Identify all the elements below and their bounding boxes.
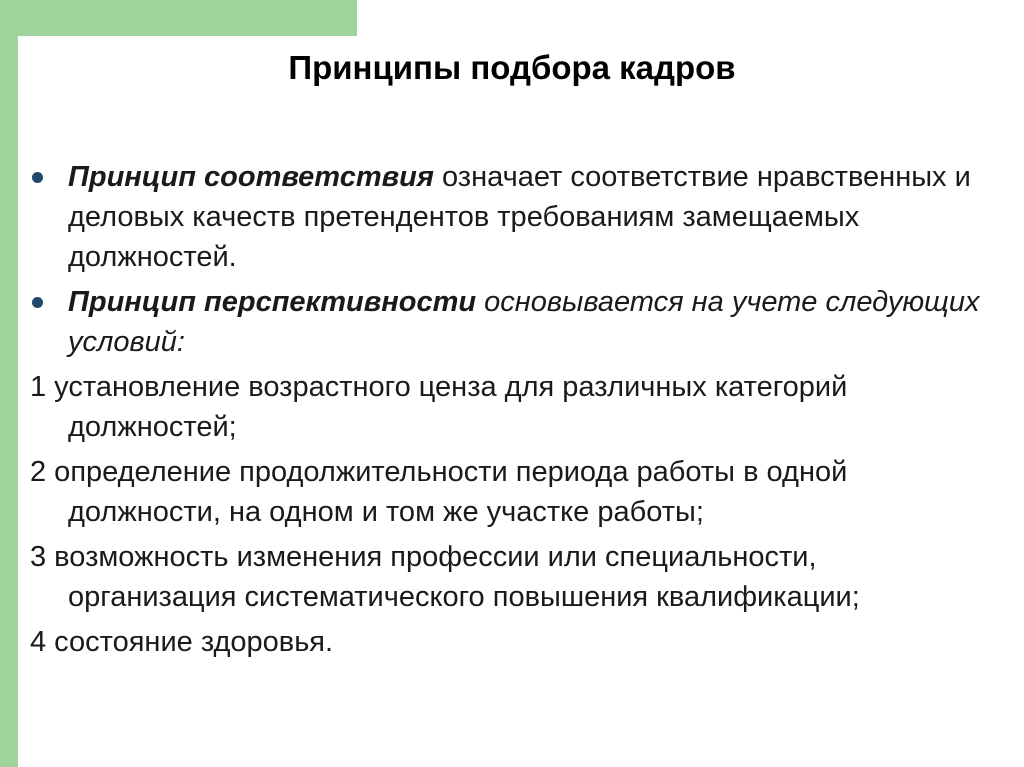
- bullet-dot-icon: [32, 172, 43, 183]
- condition-item-1: 1 установление возрастного ценза для различных категорий должностей;: [30, 371, 848, 443]
- accent-bar-left: [0, 0, 18, 767]
- accent-bar-top: [0, 0, 357, 36]
- principle-term: Принцип соответствия: [68, 161, 434, 193]
- bullet-item-perspective: [30, 282, 990, 362]
- slide-title: Принципы подбора кадров: [288, 49, 736, 86]
- condition-item-2: 2 определение продолжительности периода работы в одной должности, на одном и том же участке работы;: [30, 456, 848, 528]
- bullet-item-correspondence: [30, 157, 990, 277]
- principle-term: Принцип перспективности: [68, 286, 477, 318]
- principle-description: основывается на учете следующих условий:: [68, 286, 980, 358]
- principle-description: означает соответствие нравственных и деловых качеств претендентов требованиям замещаемых должностей.: [68, 161, 971, 273]
- condition-item-3: 3 возможность изменения профессии или специальности, организация систематического повышения квалификации;: [30, 541, 860, 613]
- slide-body: [30, 157, 990, 667]
- condition-item-4: 4 состояние здоровья.: [30, 626, 334, 658]
- bullet-dot-icon: [32, 297, 43, 308]
